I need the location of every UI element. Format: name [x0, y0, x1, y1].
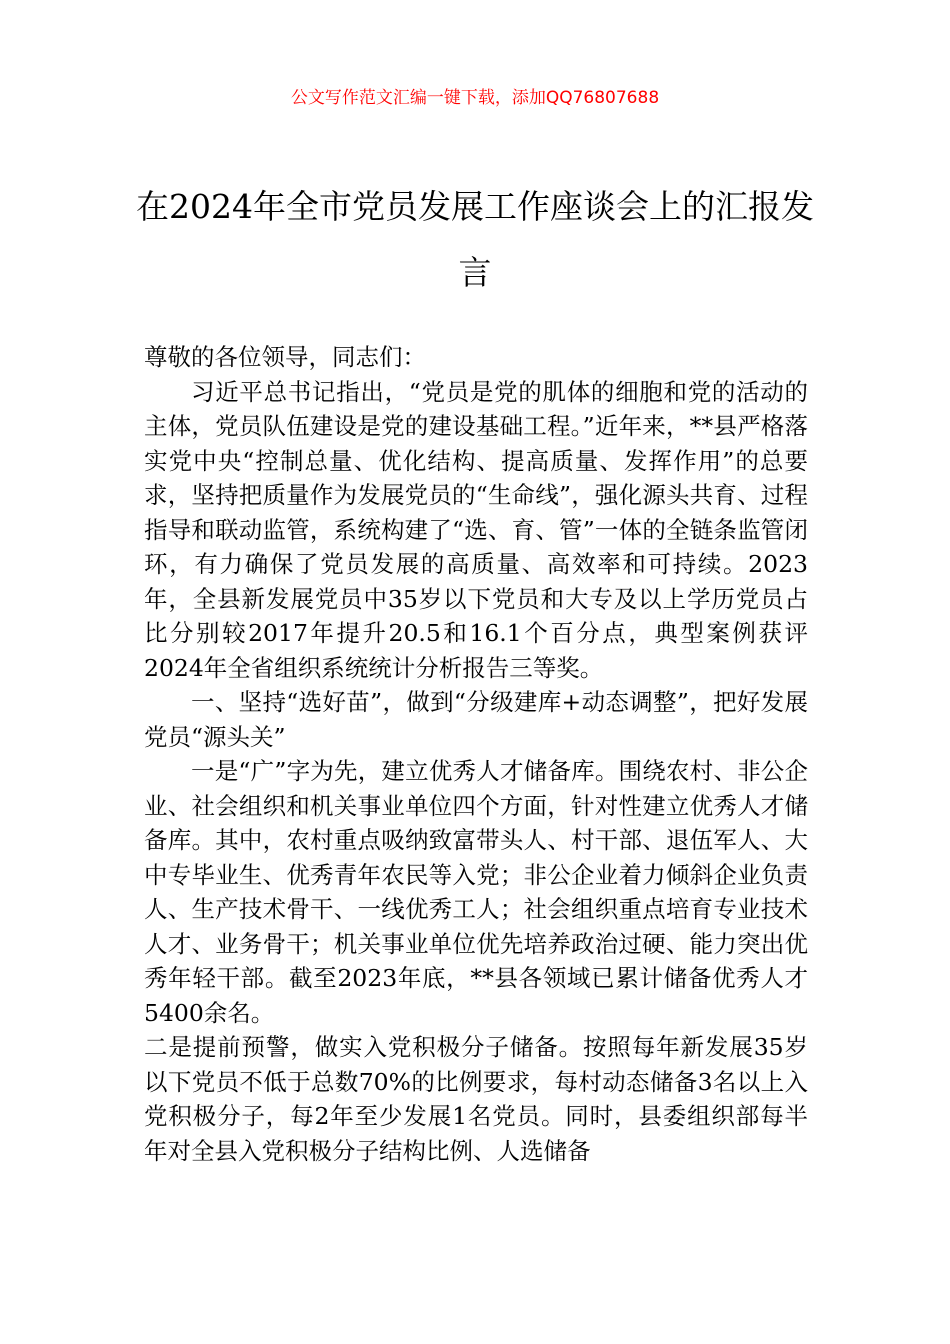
document-title: 在2024年全市党员发展工作座谈会上的汇报发言: [136, 187, 814, 292]
section-heading: 一、坚持“选好苗”，做到“分级建库+动态调整”，把好发展党员“源头关”: [144, 688, 808, 751]
paragraph-intro: 习近平总书记指出，“党员是党的肌体的细胞和党的活动的主体，党员队伍建设是党的建设基础工程。”近年来，**县严格落实党中央“控制总量、优化结构、提高质量、发挥作用”的总要求，坚持把质量作为发展党员的“生命线”，强化源头共育、过程指导和联动监管，系统构建了“选、育、管”一体的全链条监管闭环，有力确保了党员发展的高质量、高效率和可持续。2023年，全县新发展党员中35岁以下党员和大专及以上学历党员占比分别较2017年提升20.5和16.1个百分点，典型案例获评2024年全省组织系统统计分析报告三等奖。: [144, 377, 808, 682]
paragraph-point-two: 二是提前预警，做实入党积极分子储备。按照每年新发展35岁以下党员不低于总数70%的比例要求，每村动态储备3名以上入党积极分子，每2年至少发展1名党员。同时，县委组织部每半年对全县入党积极分子结构比例、人选储备: [144, 1033, 808, 1165]
document-body: [144, 340, 808, 1168]
salutation: 尊敬的各位领导，同志们：: [144, 343, 426, 371]
paragraph-point-one: 一是“广”字为先，建立优秀人才储备库。围绕农村、非公企业、社会组织和机关事业单位四个方面，针对性建立优秀人才储备库。其中，农村重点吸纳致富带头人、村干部、退伍军人、大中专毕业生、优秀青年农民等入党；非公企业着力倾斜企业负责人、生产技术骨干、一线优秀工人；社会组织重点培育专业技术人才、业务骨干；机关事业单位优先培养政治过硬、能力突出优秀年轻干部。截至2023年底，**县各领域已累计储备优秀人才5400余名。: [144, 757, 808, 1027]
header-note: 公文写作范文汇编一键下载，添加QQ76807688: [290, 88, 660, 108]
